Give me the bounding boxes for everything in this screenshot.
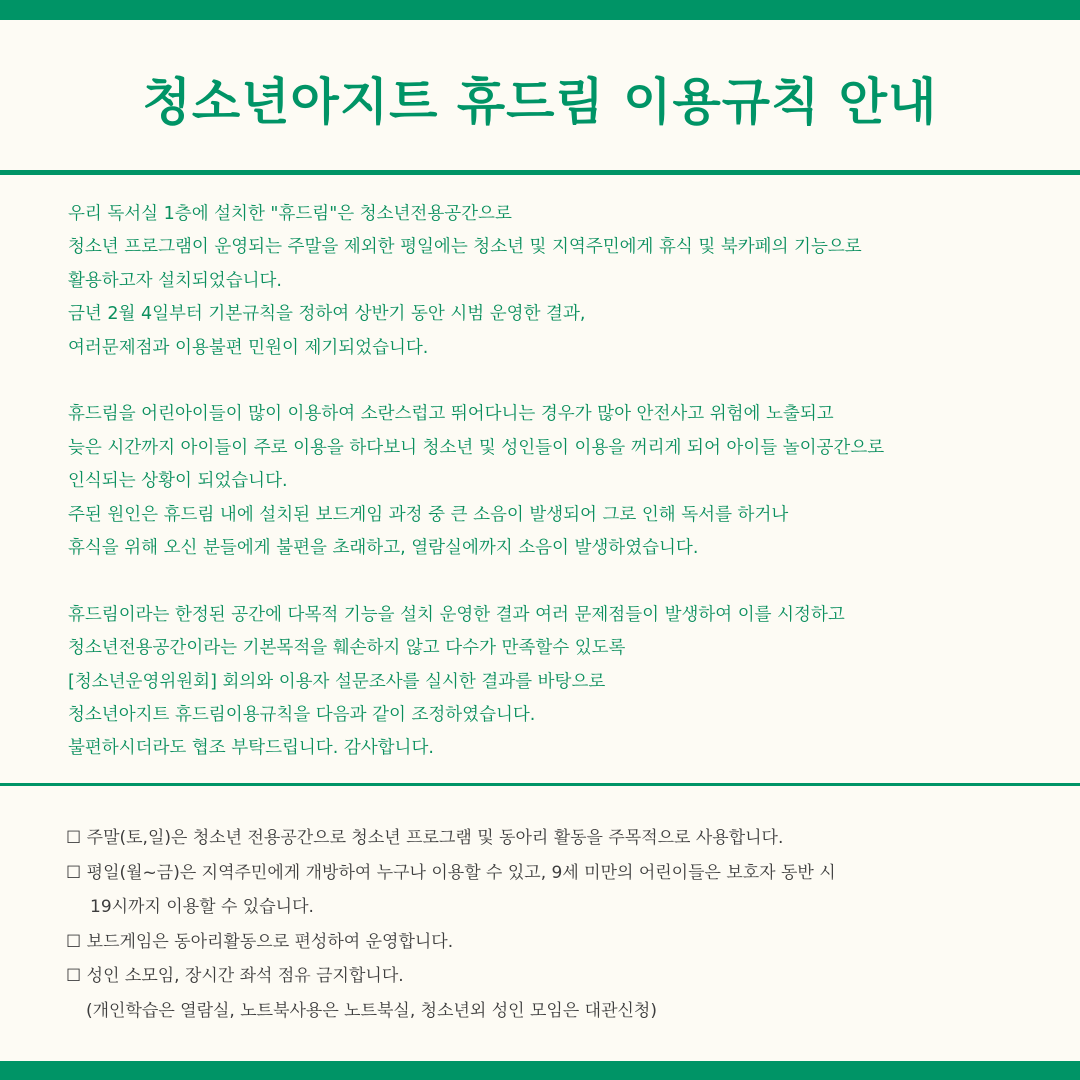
rule-item-weekday: ☐ 평일(월~금)은 지역주민에게 개방하여 누구나 이용할 수 있고, 9세 미만의 어린이들은 보호자 동반 시: [66, 862, 836, 883]
intro-line: 우리 독서실 1층에 설치한 "휴드림"은 청소년전용공간으로: [68, 204, 512, 224]
intro-line: 청소년전용공간이라는 기본목적을 훼손하지 않고 다수가 만족할수 있도록: [68, 638, 626, 659]
intro-line: 여러문제점과 이용불편 민원이 제기되었습니다.: [68, 337, 429, 358]
rules-divider: [0, 783, 1080, 786]
intro-line: 늦은 시간까지 아이들이 주로 이용을 하다보니 청소년 및 성인들이 이용을 꺼리게 되어 아이들 놀이공간으로: [68, 437, 885, 458]
rule-item-adult: ☐ 성인 소모임, 장시간 좌석 점유 금지합니다.: [66, 966, 404, 986]
rule-item-boardgame: ☐ 보드게임은 동아리활동으로 편성하여 운영합니다.: [66, 931, 454, 952]
page-title: 청소년아지트 휴드림 이용규칙 안내: [142, 73, 938, 131]
intro-line: [청소년운영위원회] 회의와 이용자 설문조사를 실시한 결과를 바탕으로: [68, 671, 606, 692]
intro-paragraph-1: [68, 198, 1058, 365]
intro-paragraph-2: [68, 398, 1058, 565]
intro-line: 청소년아지트 휴드림이용규칙을 다음과 같이 조정하였습니다.: [68, 705, 536, 726]
intro-paragraph-3: [68, 599, 1058, 766]
bottom-bar: [0, 1061, 1080, 1080]
intro-line: 휴드림을 어린아이들이 많이 이용하여 소란스럽고 뛰어다니는 경우가 많아 안전사고 위험에 노출되고: [68, 404, 834, 425]
intro-line: 불편하시더라도 협조 부탁드립니다. 감사합니다.: [68, 738, 434, 759]
rule-item-weekday-continued: 19시까지 이용할 수 있습니다.: [90, 897, 314, 917]
intro-line: 주된 원인은 휴드림 내에 설치된 보드게임 과정 중 큰 소음이 발생되어 그로 인해 독서를 하거나: [68, 504, 789, 525]
intro-line: 활용하고자 설치되었습니다.: [68, 270, 282, 291]
intro-line: 인식되는 상황이 되었습니다.: [68, 471, 288, 492]
rule-item-weekend: ☐ 주말(토,일)은 청소년 전용공간으로 청소년 프로그램 및 동아리 활동을 주목적으로 사용합니다.: [66, 828, 784, 848]
title-divider: [0, 170, 1080, 175]
intro-line: 금년 2월 4일부터 기본규칙을 정하여 상반기 동안 시범 운영한 결과,: [68, 304, 586, 325]
intro-section: [68, 198, 1058, 766]
top-bar: [0, 0, 1080, 20]
rules-section: [66, 821, 1056, 1028]
rule-item-adult-note: (개인학습은 열람실, 노트북사용은 노트북실, 청소년외 성인 모임은 대관신청): [86, 1000, 657, 1021]
intro-line: 청소년 프로그램이 운영되는 주말을 제외한 평일에는 청소년 및 지역주민에게 휴식 및 북카페의 기능으로: [68, 237, 862, 258]
intro-line: 휴드림이라는 한정된 공간에 다목적 기능을 설치 운영한 결과 여러 문제점들이 발생하여 이를 시정하고: [68, 604, 845, 625]
intro-line: 휴식을 위해 오신 분들에게 불편을 초래하고, 열람실에까지 소음이 발생하였습니다.: [68, 538, 699, 559]
